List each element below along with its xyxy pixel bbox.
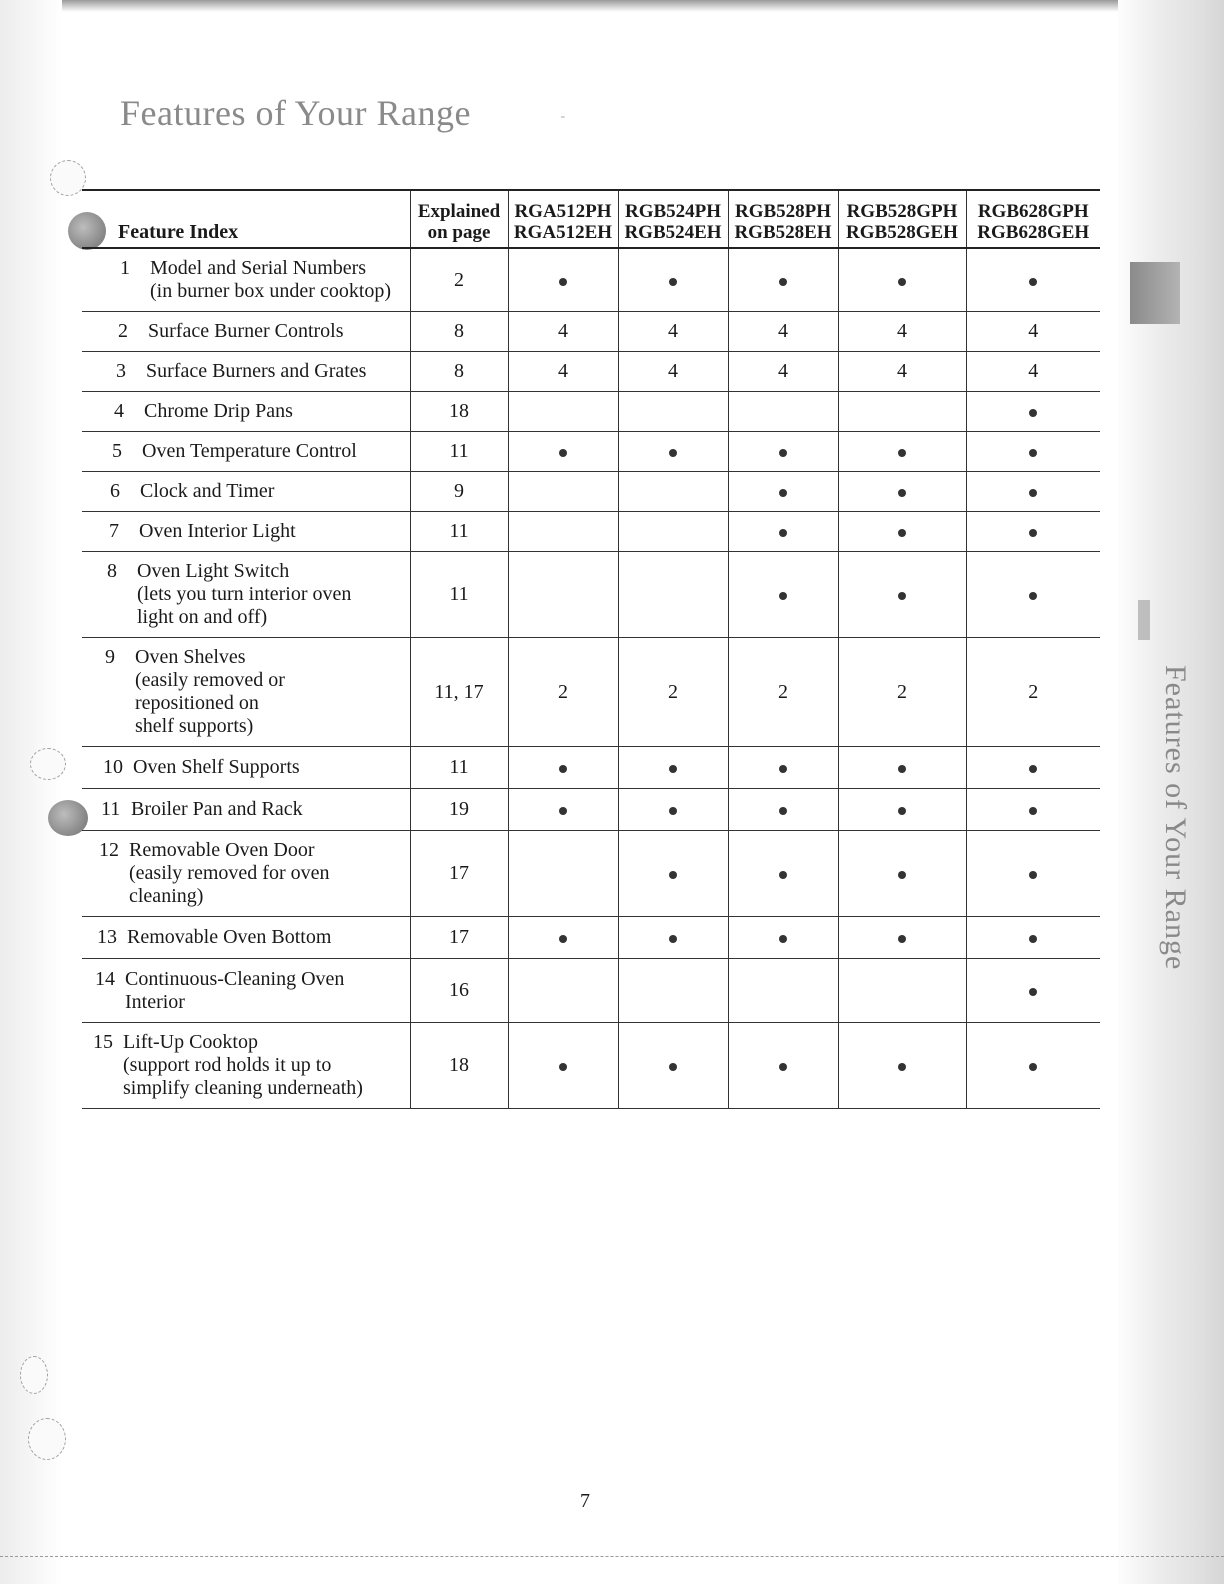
feature-number: 3: [116, 360, 126, 382]
model-cell: [838, 512, 966, 552]
model-cell: [838, 959, 966, 1023]
table-row: [82, 638, 1100, 747]
model-cell: [508, 552, 618, 638]
feature-included-dot: [898, 1063, 906, 1071]
feature-included-dot: [1029, 409, 1037, 417]
feature-line: Oven Shelf Supports: [133, 756, 300, 778]
model-header: RGB528PH RGB528EH: [728, 190, 838, 248]
model-cell: 4: [838, 352, 966, 392]
feature-number: 13: [97, 926, 117, 948]
feature-line: repositioned on: [135, 692, 259, 714]
explained-page-cell: 18: [410, 392, 508, 432]
model-cell: [728, 831, 838, 917]
feature-included-dot: [898, 871, 906, 879]
model-cell: 4: [618, 352, 728, 392]
page-title-text: Features of Your Range: [120, 93, 471, 133]
model-header: RGB528GPH RGB528GEH: [838, 190, 966, 248]
feature-included-dot: [779, 765, 787, 773]
feature-line: simplify cleaning underneath): [123, 1077, 363, 1099]
feature-cell: [82, 312, 410, 352]
explained-page-cell: 2: [410, 248, 508, 312]
feature-description: [137, 560, 351, 629]
scan-top-edge: [0, 0, 1224, 12]
model-cell: 2: [508, 638, 618, 747]
feature-line: Oven Temperature Control: [142, 440, 357, 462]
model-cell: [966, 432, 1100, 472]
feature-included-dot: [779, 449, 787, 457]
feature-included-dot: [669, 871, 677, 879]
feature-description: [135, 646, 285, 738]
feature-index-table: [82, 189, 1100, 1109]
feature-cell: [82, 352, 410, 392]
model-cell: [618, 831, 728, 917]
explained-page-cell: 19: [410, 789, 508, 831]
feature-number: 12: [99, 839, 119, 861]
feature-line: Model and Serial Numbers: [150, 257, 367, 279]
feature-included-dot: [898, 529, 906, 537]
model-cell: [508, 248, 618, 312]
feature-line: shelf supports): [135, 715, 254, 737]
feature-line: (support rod holds it up to: [123, 1054, 332, 1076]
feature-included-dot: [898, 592, 906, 600]
model-cell: [508, 392, 618, 432]
model-cell: [728, 248, 838, 312]
table-row: [82, 472, 1100, 512]
binder-hole-3: [20, 1356, 48, 1394]
binder-hole-4: [28, 1418, 66, 1460]
feature-line: Oven Interior Light: [139, 520, 296, 542]
model-cell: [618, 432, 728, 472]
model-cell: [966, 831, 1100, 917]
model-cell: 2: [966, 638, 1100, 747]
model-cell: [508, 917, 618, 959]
feature-number: 6: [110, 480, 120, 502]
page-title: [120, 92, 566, 134]
feature-included-dot: [1029, 449, 1037, 457]
model-cell: 2: [838, 638, 966, 747]
model-header: RGA512PH RGA512EH: [508, 190, 618, 248]
feature-cell: [82, 831, 410, 917]
feature-line: (lets you turn interior oven: [137, 583, 352, 605]
explained-page-cell: 18: [410, 1023, 508, 1109]
feature-line: Lift-Up Cooktop: [123, 1031, 258, 1053]
feature-included-dot: [898, 489, 906, 497]
feature-number: 2: [118, 320, 128, 342]
feature-included-dot: [669, 278, 677, 286]
model-cell: [966, 747, 1100, 789]
model-cell: 4: [508, 352, 618, 392]
model-cell: [508, 789, 618, 831]
feature-number: 11: [101, 798, 121, 820]
table-row: [82, 747, 1100, 789]
feature-included-dot: [669, 935, 677, 943]
table-row: [82, 831, 1100, 917]
model-cell: [838, 747, 966, 789]
feature-number: 5: [112, 440, 122, 462]
model-cell: [838, 831, 966, 917]
feature-description: [123, 1031, 363, 1100]
feature-included-dot: [1029, 489, 1037, 497]
feature-line: Oven Light Switch: [137, 560, 290, 582]
explained-page-cell: 16: [410, 959, 508, 1023]
feature-cell: [82, 248, 410, 312]
model-cell: [728, 472, 838, 512]
model-cell: [838, 472, 966, 512]
table-row: [82, 789, 1100, 831]
explained-page-cell: 8: [410, 312, 508, 352]
feature-line: Surface Burner Controls: [148, 320, 344, 342]
model-header: RGB524PH RGB524EH: [618, 190, 728, 248]
feature-cell: [82, 1023, 410, 1109]
feature-included-dot: [779, 871, 787, 879]
explained-header: Explained on page: [410, 190, 508, 248]
feature-number: 15: [93, 1031, 113, 1053]
feature-included-dot: [1029, 592, 1037, 600]
feature-included-dot: [1029, 935, 1037, 943]
explained-page-cell: 17: [410, 831, 508, 917]
feature-number: 10: [103, 756, 123, 778]
explained-page-cell: 8: [410, 352, 508, 392]
model-cell: [728, 747, 838, 789]
feature-line: Chrome Drip Pans: [144, 400, 293, 422]
model-cell: [618, 472, 728, 512]
model-cell: [966, 552, 1100, 638]
table-row: [82, 248, 1100, 312]
feature-number: 14: [95, 967, 115, 990]
feature-description: [142, 440, 357, 463]
feature-included-dot: [1029, 1063, 1037, 1071]
table-row: [82, 552, 1100, 638]
model-cell: 4: [966, 352, 1100, 392]
feature-cell: [82, 392, 410, 432]
model-cell: [728, 1023, 838, 1109]
feature-included-dot: [669, 449, 677, 457]
feature-line: Clock and Timer: [140, 480, 275, 502]
side-tab-marker: [1130, 262, 1180, 324]
feature-description: [148, 320, 344, 343]
feature-included-dot: [898, 935, 906, 943]
model-cell: [618, 248, 728, 312]
model-cell: [508, 1023, 618, 1109]
model-cell: [728, 432, 838, 472]
explained-page-cell: 11: [410, 552, 508, 638]
feature-line: Broiler Pan and Rack: [131, 798, 303, 820]
model-cell: [508, 432, 618, 472]
feature-description: [150, 257, 391, 303]
model-cell: [966, 248, 1100, 312]
binder-hole-1: [50, 160, 86, 196]
model-cell: [618, 512, 728, 552]
feature-included-dot: [779, 935, 787, 943]
feature-cell: [82, 747, 410, 789]
table-row: [82, 352, 1100, 392]
page-number: 7: [580, 1490, 590, 1512]
table-row: [82, 959, 1100, 1023]
model-cell: 4: [838, 312, 966, 352]
model-cell: [966, 959, 1100, 1023]
feature-description: [139, 520, 296, 543]
feature-included-dot: [898, 278, 906, 286]
explained-page-cell: 11: [410, 512, 508, 552]
feature-included-dot: [1029, 765, 1037, 773]
explained-page-cell: 11: [410, 747, 508, 789]
feature-cell: [82, 789, 410, 831]
model-cell: [966, 1023, 1100, 1109]
model-cell: [618, 1023, 728, 1109]
feature-description: [131, 798, 303, 821]
model-cell: [728, 917, 838, 959]
feature-included-dot: [779, 489, 787, 497]
feature-included-dot: [559, 449, 567, 457]
model-cell: [508, 747, 618, 789]
scan-bottom-edge: [0, 1556, 1224, 1561]
feature-description: [125, 968, 344, 1014]
side-tab-speck: [1138, 600, 1150, 640]
feature-cell: [82, 432, 410, 472]
explained-page-cell: 9: [410, 472, 508, 512]
explained-page-cell: 17: [410, 917, 508, 959]
feature-included-dot: [779, 1063, 787, 1071]
feature-rows: [82, 248, 1100, 1109]
model-cell: [618, 959, 728, 1023]
model-cell: [508, 831, 618, 917]
feature-line: cleaning): [129, 885, 204, 907]
feature-cell: [82, 917, 410, 959]
feature-line: (easily removed for oven: [129, 862, 330, 884]
feature-line: light on and off): [137, 606, 268, 628]
feature-cell: [82, 512, 410, 552]
model-cell: [966, 789, 1100, 831]
feature-included-dot: [898, 449, 906, 457]
feature-included-dot: [898, 807, 906, 815]
feature-cell: [82, 959, 410, 1023]
feature-included-dot: [559, 935, 567, 943]
feature-line: Oven Shelves: [135, 646, 246, 668]
feature-included-dot: [559, 807, 567, 815]
model-cell: 4: [966, 312, 1100, 352]
model-cell: 4: [728, 312, 838, 352]
feature-included-dot: [1029, 529, 1037, 537]
feature-included-dot: [559, 278, 567, 286]
scan-left-margin: [0, 0, 62, 1584]
feature-line: Continuous-Cleaning Oven: [125, 967, 345, 990]
feature-number: 7: [109, 520, 119, 542]
feature-description: [127, 926, 331, 949]
model-cell: [728, 959, 838, 1023]
feature-line: (in burner box under cooktop): [150, 280, 392, 302]
feature-description: [129, 839, 329, 908]
feature-number: 9: [105, 646, 115, 668]
feature-line: Removable Oven Door: [129, 839, 315, 861]
feature-line: (easily removed or: [135, 669, 285, 691]
feature-description: [140, 480, 274, 503]
table-row: [82, 1023, 1100, 1109]
feature-description: [146, 360, 366, 383]
model-cell: [838, 917, 966, 959]
model-cell: [966, 917, 1100, 959]
model-cell: [618, 917, 728, 959]
feature-included-dot: [1029, 871, 1037, 879]
table-row: [82, 432, 1100, 472]
feature-included-dot: [1029, 988, 1037, 996]
model-cell: [966, 512, 1100, 552]
feature-included-dot: [559, 765, 567, 773]
model-cell: 2: [618, 638, 728, 747]
feature-included-dot: [669, 1063, 677, 1071]
table-row: [82, 312, 1100, 352]
model-cell: [508, 959, 618, 1023]
model-cell: [838, 552, 966, 638]
feature-included-dot: [779, 529, 787, 537]
model-cell: [966, 392, 1100, 432]
feature-description: [133, 756, 300, 779]
model-cell: [838, 248, 966, 312]
model-cell: 4: [618, 312, 728, 352]
model-cell: [838, 392, 966, 432]
feature-description: [144, 400, 293, 423]
feature-number: 8: [107, 560, 117, 582]
feature-line: Removable Oven Bottom: [127, 926, 332, 948]
model-cell: [728, 552, 838, 638]
table-row: [82, 512, 1100, 552]
explained-page-cell: 11, 17: [410, 638, 508, 747]
model-cell: 2: [728, 638, 838, 747]
feature-included-dot: [779, 278, 787, 286]
feature-line: Interior: [125, 990, 185, 1013]
title-mark: -: [560, 108, 566, 124]
feature-cell: [82, 552, 410, 638]
model-cell: 4: [508, 312, 618, 352]
model-cell: [508, 512, 618, 552]
table-header-row: [82, 190, 1100, 248]
model-cell: [728, 392, 838, 432]
feature-number: 4: [114, 400, 124, 422]
model-header: RGB628GPH RGB628GEH: [966, 190, 1100, 248]
feature-included-dot: [669, 807, 677, 815]
model-cell: [728, 789, 838, 831]
explained-page-cell: 11: [410, 432, 508, 472]
table-row: [82, 917, 1100, 959]
feature-index-header: Feature Index: [82, 190, 410, 248]
feature-included-dot: [1029, 807, 1037, 815]
model-cell: [838, 1023, 966, 1109]
binder-hole-2: [30, 748, 66, 780]
feature-cell: [82, 472, 410, 512]
model-cell: [728, 512, 838, 552]
feature-number: 1: [120, 257, 130, 279]
model-cell: [618, 552, 728, 638]
side-title: Features of Your Range: [1159, 665, 1192, 971]
table-row: [82, 392, 1100, 432]
model-cell: [838, 789, 966, 831]
feature-included-dot: [1029, 278, 1037, 286]
model-cell: [618, 747, 728, 789]
feature-included-dot: [559, 1063, 567, 1071]
feature-cell: [82, 638, 410, 747]
feature-included-dot: [669, 765, 677, 773]
model-cell: [618, 789, 728, 831]
model-cell: [838, 432, 966, 472]
model-cell: [966, 472, 1100, 512]
feature-line: Surface Burners and Grates: [146, 360, 367, 382]
model-cell: [508, 472, 618, 512]
model-cell: [618, 392, 728, 432]
feature-included-dot: [779, 592, 787, 600]
model-cell: 4: [728, 352, 838, 392]
feature-included-dot: [898, 765, 906, 773]
feature-included-dot: [779, 807, 787, 815]
